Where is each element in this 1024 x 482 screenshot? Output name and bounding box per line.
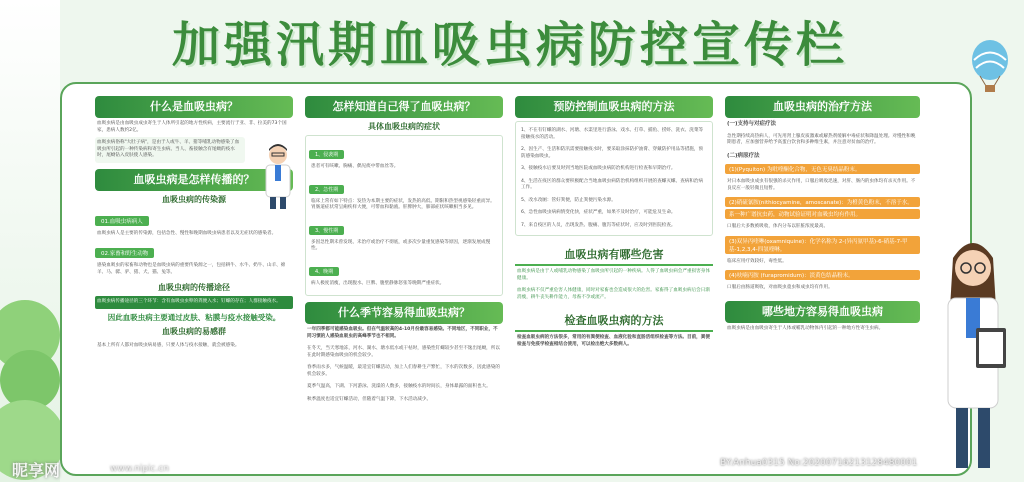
highlight-text: 因此血吸虫病主要通过皮肤、粘膜与疫水接触受染。 <box>107 312 281 322</box>
drug-bar: (4)呋喃丙胺 (furapromidum)：淡黄色结晶粉末。 <box>725 270 920 280</box>
section-header: 血吸虫病的治疗方法 <box>725 96 920 118</box>
paragraph: 血吸虫病不仅严重危害人体健康，同时对家畜也会造成很大的危害。家畜得了血吸虫病后会日渐消瘦，耕牛丧失耕作能力，母畜不孕或流产。 <box>517 288 710 300</box>
paragraph: 夏季气温高，下湖、下河游泳、洗澡的人数多，接触疫水的时间长，身体暴露的面积也大。 <box>307 384 491 389</box>
stage-tag: 1、侵袭期 <box>309 150 344 159</box>
poster-title: 加强汛期血吸虫病防控宣传栏 <box>171 17 848 73</box>
drug-bar: 系一种广谱抗虫药，动物试验证明对血吸虫均有作用。 <box>725 209 920 219</box>
image-id: BY:Anhua0315 No:20200716213128480001 <box>720 458 918 468</box>
list-item: 5、改水改厕：管好粪便，防止粪便污染水源。 <box>521 197 616 203</box>
list-item: 3、接触疫水后要及时到当地医院或血吸虫病防治机构进行检查和早期治疗。 <box>521 166 676 171</box>
hot-air-balloon-icon <box>968 40 1012 94</box>
paragraph: 一年四季都可能感染血吸虫。但在气温较高的4-10月份最容易感染。不同地区，不同职业，不同习惯的人感染血吸虫的高峰季节也不相同。 <box>307 327 498 339</box>
list-item: 1、不在有钉螺的湖水、河塘、水渠里进行游泳、戏水、打草、捕鱼、捞虾、洗衣、洗菜等接触疫水的活动。 <box>521 128 704 140</box>
sub-heading: (二)病原疗法 <box>727 152 760 159</box>
sub-heading: (一)支持与对症疗法 <box>727 121 777 127</box>
paragraph: 在冬天，当天寒地冻，河水、湖水、塘水低水或干枯时，感染性钉螺较少甚至不逸出尾蚴，所以在此时期感染血吸虫的机会较少。 <box>307 346 500 358</box>
doctor-illustration-icon <box>254 141 302 211</box>
list-item: 7、来自疫区的人员，出现发热、腹痛、腹泻等症状时，应及时到医院检查。 <box>521 222 676 228</box>
section-header: 什么季节容易得血吸虫病？ <box>305 302 503 324</box>
section-header: 血吸虫病是怎样传播的？ <box>95 169 293 191</box>
paragraph: 血吸虫病是由于人或哺乳动物感染了血吸虫所引起的一种疾病。人得了血吸虫病会严重损害身体健康。 <box>517 269 710 281</box>
paragraph: 临床上常有如下特点：发热为本期主要的症状，发热的高低、期限和热型视感染轻重而异。胃肠道症状常呈痢疾样大便，可带血和黏液。肝脾肿大，肺部症状咳嗽相当多见。 <box>311 198 495 210</box>
paragraph: 检查血吸虫病的方法很多，常用的有粪便检查、血液化验和直肠活组织检查等方法。目前，粪便检查与免疫学检查相结合使用，可以检出绝大多数病人。 <box>517 335 710 347</box>
paragraph: 对日本血吸虫成虫有很强的杀灭作用，口服后吸收迅速，对肝、肠内的虫体均有杀灭作用。不良反应一般轻微且短暂。 <box>727 179 916 191</box>
paragraph: 春季雨水多，气候温暖，最适宜钉螺活动，加上人们春耕生产繁忙，下水的次数多，因此感染的机会较多。 <box>307 365 500 377</box>
drug-bar: (2)硝硫氰胺(nithiocyamine，amoscanate)：为橙黄色粉末，不溶于水。 <box>725 197 920 207</box>
section-header: 怎样知道自己得了血吸虫病？ <box>305 96 503 118</box>
stage-tag: 4、晚期 <box>309 267 339 276</box>
paragraph: 血吸虫病俗称"大肚子病"，是由于人或牛、羊、猪等哺乳动物感染了血吸虫所引起的一种传染病和寄生虫病。当人、畜接触含有尾蚴的疫水时，尾蚴钻入皮肤使人感染。 <box>95 137 245 163</box>
sub-heading: 具体血吸虫病的症状 <box>368 122 440 131</box>
tag: 01.血吸虫病病人 <box>95 216 149 226</box>
section-header: 血吸虫病有哪些危害 <box>515 244 713 266</box>
section-header: 什么是血吸虫病？ <box>95 96 293 118</box>
paragraph: 患者可有咳嗽、胸痛、偶见痰中带血丝等。 <box>311 164 399 169</box>
paragraph: 感染血吸虫的家畜和动物也是血吸虫病的重要传染源之一，包括耕牛、水牛、奶牛、山羊、绵羊、马、骡、驴、猪、犬、猫、兔等。 <box>97 263 286 275</box>
list-item: 6、急性血吸虫病病情变化快，症状严重，如果不及时治疗，可能危及生命。 <box>521 210 676 215</box>
column-treatment <box>725 96 920 468</box>
prevention-list <box>515 121 713 236</box>
drug-bar: (3)双异丙喹啉(oxamniquine)：化学名称为 2-(异丙氨甲基)-6-硝基-7-甲基-1,2,3,4-四氢喹啉。 <box>725 236 920 254</box>
paragraph: 临床应用疗效较好，毒性低。 <box>727 258 787 264</box>
paragraph: 血吸虫病传播途径的三个环节：含有血吸虫虫卵的粪便入水；钉螺的存在；人群接触疫水。 <box>95 296 293 309</box>
column-symptoms <box>305 96 503 468</box>
paragraph: 口服后大多数被吸收，体内分布以肝脏浓度最高。 <box>727 224 829 229</box>
paragraph: 秋季温度也适宜钉螺活动，但随着气温下降，下水活动减少。 <box>307 396 432 402</box>
paragraph: 病人极度消瘦，出现腹水、巨脾、腹壁静脉怒张等晚期严重症状。 <box>311 280 445 286</box>
paragraph: 血吸虫病人是主要的传染源，包括急性、慢性和晚期血吸虫病患者以及无症状的感染者。 <box>97 230 277 236</box>
stage-tag: 3、慢性期 <box>309 226 344 235</box>
paragraph: 急性期持续高热病人，可先用肾上腺皮质激素或解热剂缓解中毒症状和降温处理。对慢性和晚期患者，应加强营养给予高蛋白饮食和多种维生素，并注意对贫血的治疗。 <box>727 133 916 145</box>
paragraph: 血吸虫病是由血吸虫寄生于人体或哺乳动物体内引起的一种地方性寄生虫病。 <box>727 325 884 331</box>
section-header: 哪些地方容易得血吸虫病 <box>725 301 920 323</box>
watermark-logo: 昵享网 <box>12 461 61 480</box>
section-header: 预防控制血吸虫病的方法 <box>515 96 713 118</box>
symptom-list <box>305 135 503 296</box>
paragraph: 多因急性期未曾发现、未治疗或治疗不彻底，或多次少量重复感染等原因，逐渐发展成慢性。 <box>311 239 491 251</box>
sub-heading: 血吸虫病的传染源 <box>162 194 226 204</box>
doctor-woman-illustration-icon <box>928 228 1018 476</box>
sub-heading: 血吸虫病的传播途径 <box>158 283 230 292</box>
paragraph: 口服后由肠道吸收，对血吸虫童虫和成虫均有作用。 <box>727 285 833 290</box>
list-item: 4、生活在疫区的群众要积极配合当地血吸虫病防治机构组织开展的查螺灭螺、查病和治病工作。 <box>521 178 704 190</box>
column-prevention <box>515 96 713 468</box>
list-item: 2、因生产、生活和防汛需要接触疫水时，要采取涂抹防护油膏、穿戴防护用品等措施，预防感染血吸虫。 <box>521 147 704 159</box>
sub-heading: 血吸虫病的易感群 <box>162 326 226 336</box>
paragraph: 血吸虫病是由血吸虫成虫寄生于人体所引起的地方性疾病，主要流行于亚、非、拉美的73个国家，患病人数约2亿。 <box>97 121 287 133</box>
watermark-url: www.nipic.cn <box>110 464 169 474</box>
stage-tag: 2、急性期 <box>309 185 344 194</box>
tag: 02.家畜和野生动物 <box>95 248 154 258</box>
section-header: 检查血吸虫病的方法 <box>515 310 713 332</box>
paragraph: 基本上所有人都对血吸虫病易感，只要人体与疫水接触，就会被感染。 <box>97 342 240 348</box>
drug-bar: (1)(Pyquiton) 为吡喹酮化合物，无色无臭结晶粉末。 <box>725 164 920 174</box>
